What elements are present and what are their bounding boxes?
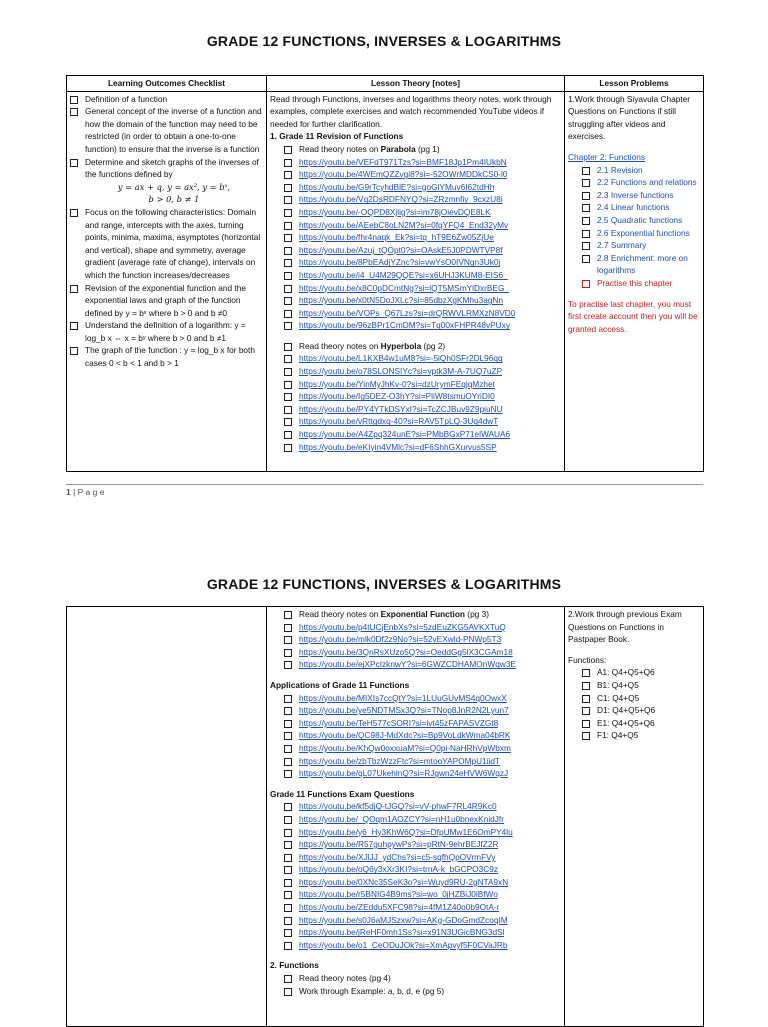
video-link-item[interactable] [270,206,561,219]
functions-label: Functions: [568,654,607,665]
youtube-link[interactable]: https://youtu.be/o78SLONSIYc?si=vptk3M-A-7UQ7uZP [299,366,503,377]
checkbox-icon [284,259,292,267]
video-link-item[interactable] [270,282,561,295]
video-link-item[interactable] [270,926,561,939]
chapter-section-label: 2.3 Inverse functions [597,189,674,200]
youtube-link[interactable]: https://youtu.be/eKIyin4VMlc?si=dF6ShhGXurvus5SP [299,441,497,452]
checkbox-icon [284,343,292,351]
outcomes-cell [67,607,267,1027]
video-link-item[interactable] [270,813,561,826]
youtube-link[interactable]: https://youtu.be/qL07UkehlnQ?si=RJgwn24eHVW6WqzJ [299,768,509,779]
youtube-link[interactable]: https://youtu.be/R57guhpywPs?si=pRtN-9ehrBEJfZ2R [299,839,499,850]
exam-paper-item [568,666,700,679]
youtube-link[interactable]: https://youtu.be/vRttgdxq-40?si=RAV5TpLQ-3Uq4dwT [299,416,499,427]
video-link-item[interactable] [270,244,561,257]
exam-paper-item [568,717,700,730]
youtube-link[interactable]: https://youtu.be/PY4YTkDSYxI?si=TcZCJBuv9Z9piuNU [299,403,503,414]
chapter-section-item [568,227,700,240]
checkbox-icon [284,611,292,619]
document-page-1 [0,0,768,510]
checkbox-icon [284,196,292,204]
video-link-item[interactable] [270,704,561,717]
youtube-link[interactable]: https://youtu.be/ejXPcIzknwY?si=6GWZCDHAMOnWqw3E [299,659,516,670]
youtube-link[interactable]: https://youtu.be/Azuj_tQOpt0?si=OAskE5J0PDWTVP8f [299,244,503,255]
exam-paper-label: E1: Q4+Q5+Q6 [597,717,655,728]
checkbox-icon [70,96,78,104]
exam-paper-label: F1: Q4+Q5 [597,730,639,741]
video-link-item[interactable] [270,319,561,332]
hyperbola-notes-item: Read theory notes on Hyperbola (pg 2) [270,340,561,353]
youtube-link[interactable]: https://youtu.be/i4_U4M29QQE?si=x6UHJ3KUM8-EIS6_ [299,269,508,280]
problems-intro: 1.Work through Siyavula Chapter Questions on Functions if still struggling after videos and exercises. [568,93,691,142]
checkbox-icon [284,770,292,778]
checkbox-icon [284,816,292,824]
access-note: To practise last chapter, you must first create account then you will be granted access. [568,298,698,334]
youtube-link[interactable]: https://youtu.be/s0J6aMJSzxw?si=AKg-GDoGmdZcoqIM [299,914,508,925]
youtube-link[interactable]: https://youtu.be/fhr4naqk_Ek?si=tq_hT9E6Zw05ZjUe [299,232,494,243]
checkbox-icon [582,179,590,187]
youtube-link[interactable]: https://youtu.be/jReHF0mh1Ss?si=x91N3UGicBNG3dSl [299,927,505,938]
video-link-item[interactable] [270,646,561,659]
section-heading: 1. Grade 11 Revision of Functions [270,131,404,142]
youtube-link[interactable]: https://youtu.be/96zBPr1CmDM?si=Tq00xFHPR48vPUxy [299,320,510,331]
checkbox-icon [284,310,292,318]
checkbox-icon [284,732,292,740]
youtube-link[interactable]: https://youtu.be/_QOqm1AOZCY?si=nH1u0bnexKnidJfr [299,813,504,824]
equation: b > 0, b ≠ 1 [148,194,200,205]
outcomes-cell [67,91,267,471]
practise-chapter-item[interactable]: Practise this chapter [568,277,700,290]
checkbox-icon [284,444,292,452]
youtube-link[interactable]: https://youtu.be/L1KXB4w1uM8?si=-5iQh0SFr2DL96qq [299,353,503,364]
video-link-item[interactable] [270,888,561,901]
section-heading: Grade 11 Functions Exam Questions [270,788,415,799]
checkbox-icon [70,322,78,330]
checkbox-icon [582,720,590,728]
video-link-item[interactable] [270,826,561,839]
equation: y = ax + q, y = ax², y = bˣ, [117,181,231,192]
video-link-item[interactable] [270,838,561,851]
youtube-link[interactable]: https://youtu.be/o1_CeODuJOk?si=XmApvyf5F0CVaJRb [299,939,508,950]
video-link-item[interactable] [270,307,561,320]
exam-paper-item [568,704,700,717]
exam-paper-item [568,692,700,705]
checkbox-icon [284,829,292,837]
checkbox-icon [284,758,292,766]
checkbox-icon [284,247,292,255]
problems-intro: 2.Work through previous Exam Questions on Functions in Pastpaper Book. [568,609,682,645]
video-link-item[interactable] [270,403,561,416]
chapter-section-item [568,201,700,214]
chapter-section-label: 2.2 Functions and relations [597,177,697,188]
video-link-item[interactable] [270,156,561,169]
checkbox-icon [582,695,590,703]
checkbox-icon [284,695,292,703]
video-link-item[interactable] [270,415,561,428]
checkbox-icon [284,209,292,217]
video-link-item[interactable] [270,692,561,705]
checkbox-icon [284,707,292,715]
chapter-section-label: 2.7 Summary [597,240,647,251]
outcome-item: Definition of a function [70,93,263,106]
video-link-item[interactable] [270,914,561,927]
youtube-link[interactable]: https://youtu.be/Ig5DEZ-O3hY?si=PliW8tsmuOYriDI0 [299,391,495,402]
exam-paper-item [568,679,700,692]
task-label: Read theory notes (pg 4) [299,973,391,984]
checkbox-icon [284,381,292,389]
checkbox-icon [582,682,590,690]
page-footer: 1 | P a g e [66,487,105,497]
header-lesson-problems: Lesson Problems [565,76,704,92]
chapter-section-label: 2.1 Revision [597,164,643,175]
youtube-link[interactable]: https://youtu.be/ZEddu5XFC98?si=4fM1Z40o0b9OtA-r [299,902,500,913]
video-link-item[interactable] [270,939,561,952]
document-page-2 [0,560,768,1024]
checkbox-icon [284,393,292,401]
checkbox-icon [70,159,78,167]
checkbox-icon [582,255,590,263]
youtube-link[interactable]: https://youtu.be/8PbEAdjYZnc?si=vwYsO0IVNgn3Uk0j [299,257,501,268]
checkbox-icon [284,854,292,862]
chapter-section-label: 2.8 Enrichment: more on logarithms [597,252,688,276]
chapter-section-item [568,239,700,252]
checkbox-icon [582,280,590,288]
page-gap [0,510,768,560]
checkbox-icon [284,322,292,330]
checkbox-icon [284,879,292,887]
checkbox-icon [582,204,590,212]
checkbox-icon [284,184,292,192]
exam-paper-label: A1: Q4+Q5+Q6 [597,667,655,678]
youtube-link[interactable]: https://youtu.be/MIXIs7ccQtY?si=1LUuGUvMS4q0OwxX [299,692,507,703]
outcome-item: General concept of the inverse of a function and how the domain of the function may need to be restricted (in order to obtain a one-to-one function) to ensure that the inverse is a function [70,105,263,155]
checkbox-icon [284,636,292,644]
checkbox-icon [284,171,292,179]
video-link-item[interactable] [270,231,561,244]
video-link-item[interactable] [270,800,561,813]
checkbox-icon [284,355,292,363]
checkbox-icon [582,242,590,250]
checkbox-icon [582,230,590,238]
task-item [270,985,561,998]
youtube-link[interactable]: https://youtu.be/zbTbzWzzFtc?si=mtooYAPOMpU1iidT [299,755,501,766]
youtube-link[interactable]: https://youtu.be/VOPs_Q67Lzs?si=drQRWVLRMXzN8VD0 [299,307,516,318]
video-link-item[interactable] [270,352,561,365]
chapter-section-label: 2.4 Linear functions [597,202,670,213]
checkbox-icon [284,418,292,426]
header-learning-outcomes: Learning Outcomes Checklist [67,76,267,92]
checkbox-icon [284,866,292,874]
video-link-item[interactable] [270,729,561,742]
checkbox-icon [284,841,292,849]
youtube-link[interactable]: https://youtu.be/x0tN5DoJXLc?si=85dbzXgKMhu3agNn [299,295,504,306]
video-link-item[interactable] [270,851,561,864]
header-lesson-theory: Lesson Theory [notes] [267,76,565,92]
youtube-link[interactable]: https://youtu.be/QC98J-MdXdc?si=Bp9VoLdkWma04bRK [299,730,511,741]
youtube-link[interactable]: https://youtu.be/AEebC8oLN2M?si=0fqYFQ4_End32yMv [299,219,509,230]
exam-paper-label: B1: Q4+Q5 [597,679,639,690]
checkbox-icon [284,159,292,167]
checkbox-icon [284,975,292,983]
video-link-item[interactable] [270,621,561,634]
checkbox-icon [284,891,292,899]
checkbox-icon [582,707,590,715]
video-link-item[interactable] [270,181,561,194]
youtube-link[interactable]: https://youtu.be/TeH577cSORI?si=ivt45zFAPASVZGt8 [299,717,499,728]
youtube-link[interactable]: https://youtu.be/A4Zpq324unE?si=PMbBGxP71elWAUA6 [299,429,511,440]
problems-cell [565,91,704,471]
section-heading: 2. Functions [270,960,319,971]
youtube-link[interactable]: https://youtu.be/VEFdT971Tzs?si=BMF18Jp1Pm4IUkbN [299,156,507,167]
youtube-link[interactable]: https://youtu.be/oQ6y3xXr3KI?si=trnA-k_bGCPO3C9z [299,864,498,875]
outcome-item: Focus on the following characteristics: Domain and range, intercepts with the axes, turning points, minima, maxima, asymptotes (horizontal and vertical), shape and symmetry, average gradient (average rate of change), intervals on which the function increases/decreases [70,206,263,282]
checkbox-icon [284,942,292,950]
video-link-item[interactable] [270,269,561,282]
chapter-section-item [568,176,700,189]
theory-intro: Read through Functions, inverses and logarithms theory notes, work through examples, complete exercises and watch recommended YouTube videos if needed for further clarification. [270,93,552,129]
checkbox-icon [284,661,292,669]
checkbox-icon [284,720,292,728]
youtube-link[interactable]: https://youtu.be/p4tUCjEnbXs?si=5zdEuZKG5AVKXTuQ [299,621,506,632]
chapter-section-item [568,164,700,177]
checkbox-icon [284,222,292,230]
video-link-item[interactable] [270,633,561,646]
task-item [270,972,561,985]
video-link-item[interactable] [270,658,561,671]
youtube-link[interactable]: https://youtu.be/kf5djQ-tJGQ?si=vV-phwF7RL4R9Kc0 [299,801,497,812]
chapter-section-item [568,214,700,227]
checkbox-icon [70,108,78,116]
video-link-item[interactable] [270,717,561,730]
page-title: GRADE 12 FUNCTIONS, INVERSES & LOGARITHMS [206,33,562,49]
checkbox-icon [70,209,78,217]
checkbox-icon [284,431,292,439]
footer-divider [66,484,703,485]
video-link-item[interactable] [270,863,561,876]
outcome-item: The graph of the function : y = log_b x for both cases 0 < b < 1 and b > 1 [70,344,263,369]
outcome-item: Revision of the exponential function and the exponential laws and graph of the function defined by y = bˣ where b > 0 and b ≠0 [70,282,263,320]
section-heading: Applications of Grade 11 Functions [270,679,410,690]
problems-cell [565,607,704,1027]
checkbox-icon [284,297,292,305]
checkbox-icon [284,624,292,632]
video-link-item[interactable] [270,219,561,232]
checkbox-icon [582,732,590,740]
outcome-item: Understand the definition of a logarithm: y = log_b x ⇔ x = bʸ where b > 0 and b ≠1 [70,319,263,344]
youtube-link[interactable]: https://youtu.be/r5BNIG4B9ms?si=wo_0jHZBiJ0iBfWo [299,889,498,900]
checkbox-icon [284,285,292,293]
video-link-item[interactable] [270,168,561,181]
video-link-item[interactable] [270,767,561,780]
checkbox-icon [284,904,292,912]
checkbox-icon [284,406,292,414]
video-link-item[interactable] [270,294,561,307]
checkbox-icon [284,917,292,925]
youtube-link[interactable]: https://youtu.be/y6_Hy3KhW6Q?si=DfpUMw1E6OmPY4lu [299,826,513,837]
chapter-section-item [568,252,700,277]
video-link-item[interactable] [270,390,561,403]
checkbox-icon [582,217,590,225]
exam-paper-label: C1: Q4+Q5 [597,692,640,703]
lesson-table [66,75,704,472]
page-title: GRADE 12 FUNCTIONS, INVERSES & LOGARITHMS [206,576,562,592]
theory-cell [267,91,565,471]
video-link-item[interactable] [270,901,561,914]
youtube-link[interactable]: https://youtu.be/YinMyJhKv-0?si=dzUrymFEqjqMzhet [299,378,495,389]
video-link-item[interactable] [270,428,561,441]
checkbox-icon [70,285,78,293]
video-link-item[interactable] [270,441,561,454]
video-link-item[interactable] [270,378,561,391]
checkbox-icon [284,649,292,657]
outcome-item: Determine and sketch graphs of the inverses of the functions defined by y = ax + q, y = ax², y = bˣ, b > 0, b ≠ 1 [70,156,263,206]
checkbox-icon [284,272,292,280]
youtube-link[interactable]: https://youtu.be/G9rTcyhdBlE?si=goGlYMuv6I62tdHh [299,181,495,192]
chapter-link[interactable]: Chapter 2: Functions [568,151,646,162]
youtube-link[interactable]: https://youtu.be/Vq2DsRDFNYQ?si=ZRzmnfiy_9cxzU8i [299,194,503,205]
parabola-notes-item: Read theory notes on Parabola (pg 1) [270,143,561,156]
chapter-section-item [568,189,700,202]
checkbox-icon [284,368,292,376]
exponential-notes-item: Read theory notes on Exponential Function (pg 3) [270,608,561,621]
youtube-link[interactable]: https://youtu.be/-OQPD8Xjlig?si=im78jOievDQE8LK [299,206,491,217]
lesson-table [66,606,704,1027]
video-link-item[interactable] [270,755,561,768]
checkbox-icon [582,669,590,677]
checkbox-icon [284,988,292,996]
task-label: Work through Example: a, b, d, e (pg 5) [299,985,445,996]
video-link-item[interactable] [270,742,561,755]
video-link-item[interactable] [270,256,561,269]
youtube-link[interactable]: https://youtu.be/0XNc35SeK3o?si=Wuyd9RU-2gNTA9xN [299,876,509,887]
checkbox-icon [284,803,292,811]
video-link-item[interactable] [270,876,561,889]
checkbox-icon [284,146,292,154]
video-link-item[interactable] [270,193,561,206]
youtube-link[interactable]: https://youtu.be/KhQw0oxxuaM?si=Q0pi-NaHRhVpWbxm [299,742,511,753]
youtube-link[interactable]: https://youtu.be/x8C0pDCmtNg?si=lQT5MSmYlDxrBEG_ [299,282,510,293]
checkbox-icon [582,167,590,175]
youtube-link[interactable]: https://youtu.be/XJlJJ_ydChs?si=c5-sqfhQpOVrmFVy [299,851,496,862]
theory-cell [267,607,565,1027]
checkbox-icon [284,929,292,937]
checkbox-icon [284,745,292,753]
checkbox-icon [582,192,590,200]
exam-paper-item [568,729,700,742]
exam-paper-label: D1: Q4+Q5+Q6 [597,705,656,716]
video-link-item[interactable] [270,365,561,378]
youtube-link[interactable]: https://youtu.be/ye5NDTMSx3Q?si=TNop8JnR2N2Lyun7 [299,705,509,716]
checkbox-icon [70,347,78,355]
chapter-section-label: 2.6 Exponential functions [597,227,690,238]
youtube-link[interactable]: https://youtu.be/3QnRsXUzo5Q?si=OeddGg5lX3CGAm18 [299,646,513,657]
youtube-link[interactable]: https://youtu.be/4WEmQZZvgi8?si=-52OWrMDDkCS0-l0 [299,169,508,180]
chapter-section-label: 2.5 Quadratic functions [597,214,683,225]
checkbox-icon [284,234,292,242]
youtube-link[interactable]: https://youtu.be/mlk0Df2z9No?si=52vEXwld-PNWp5T3 [299,634,502,645]
